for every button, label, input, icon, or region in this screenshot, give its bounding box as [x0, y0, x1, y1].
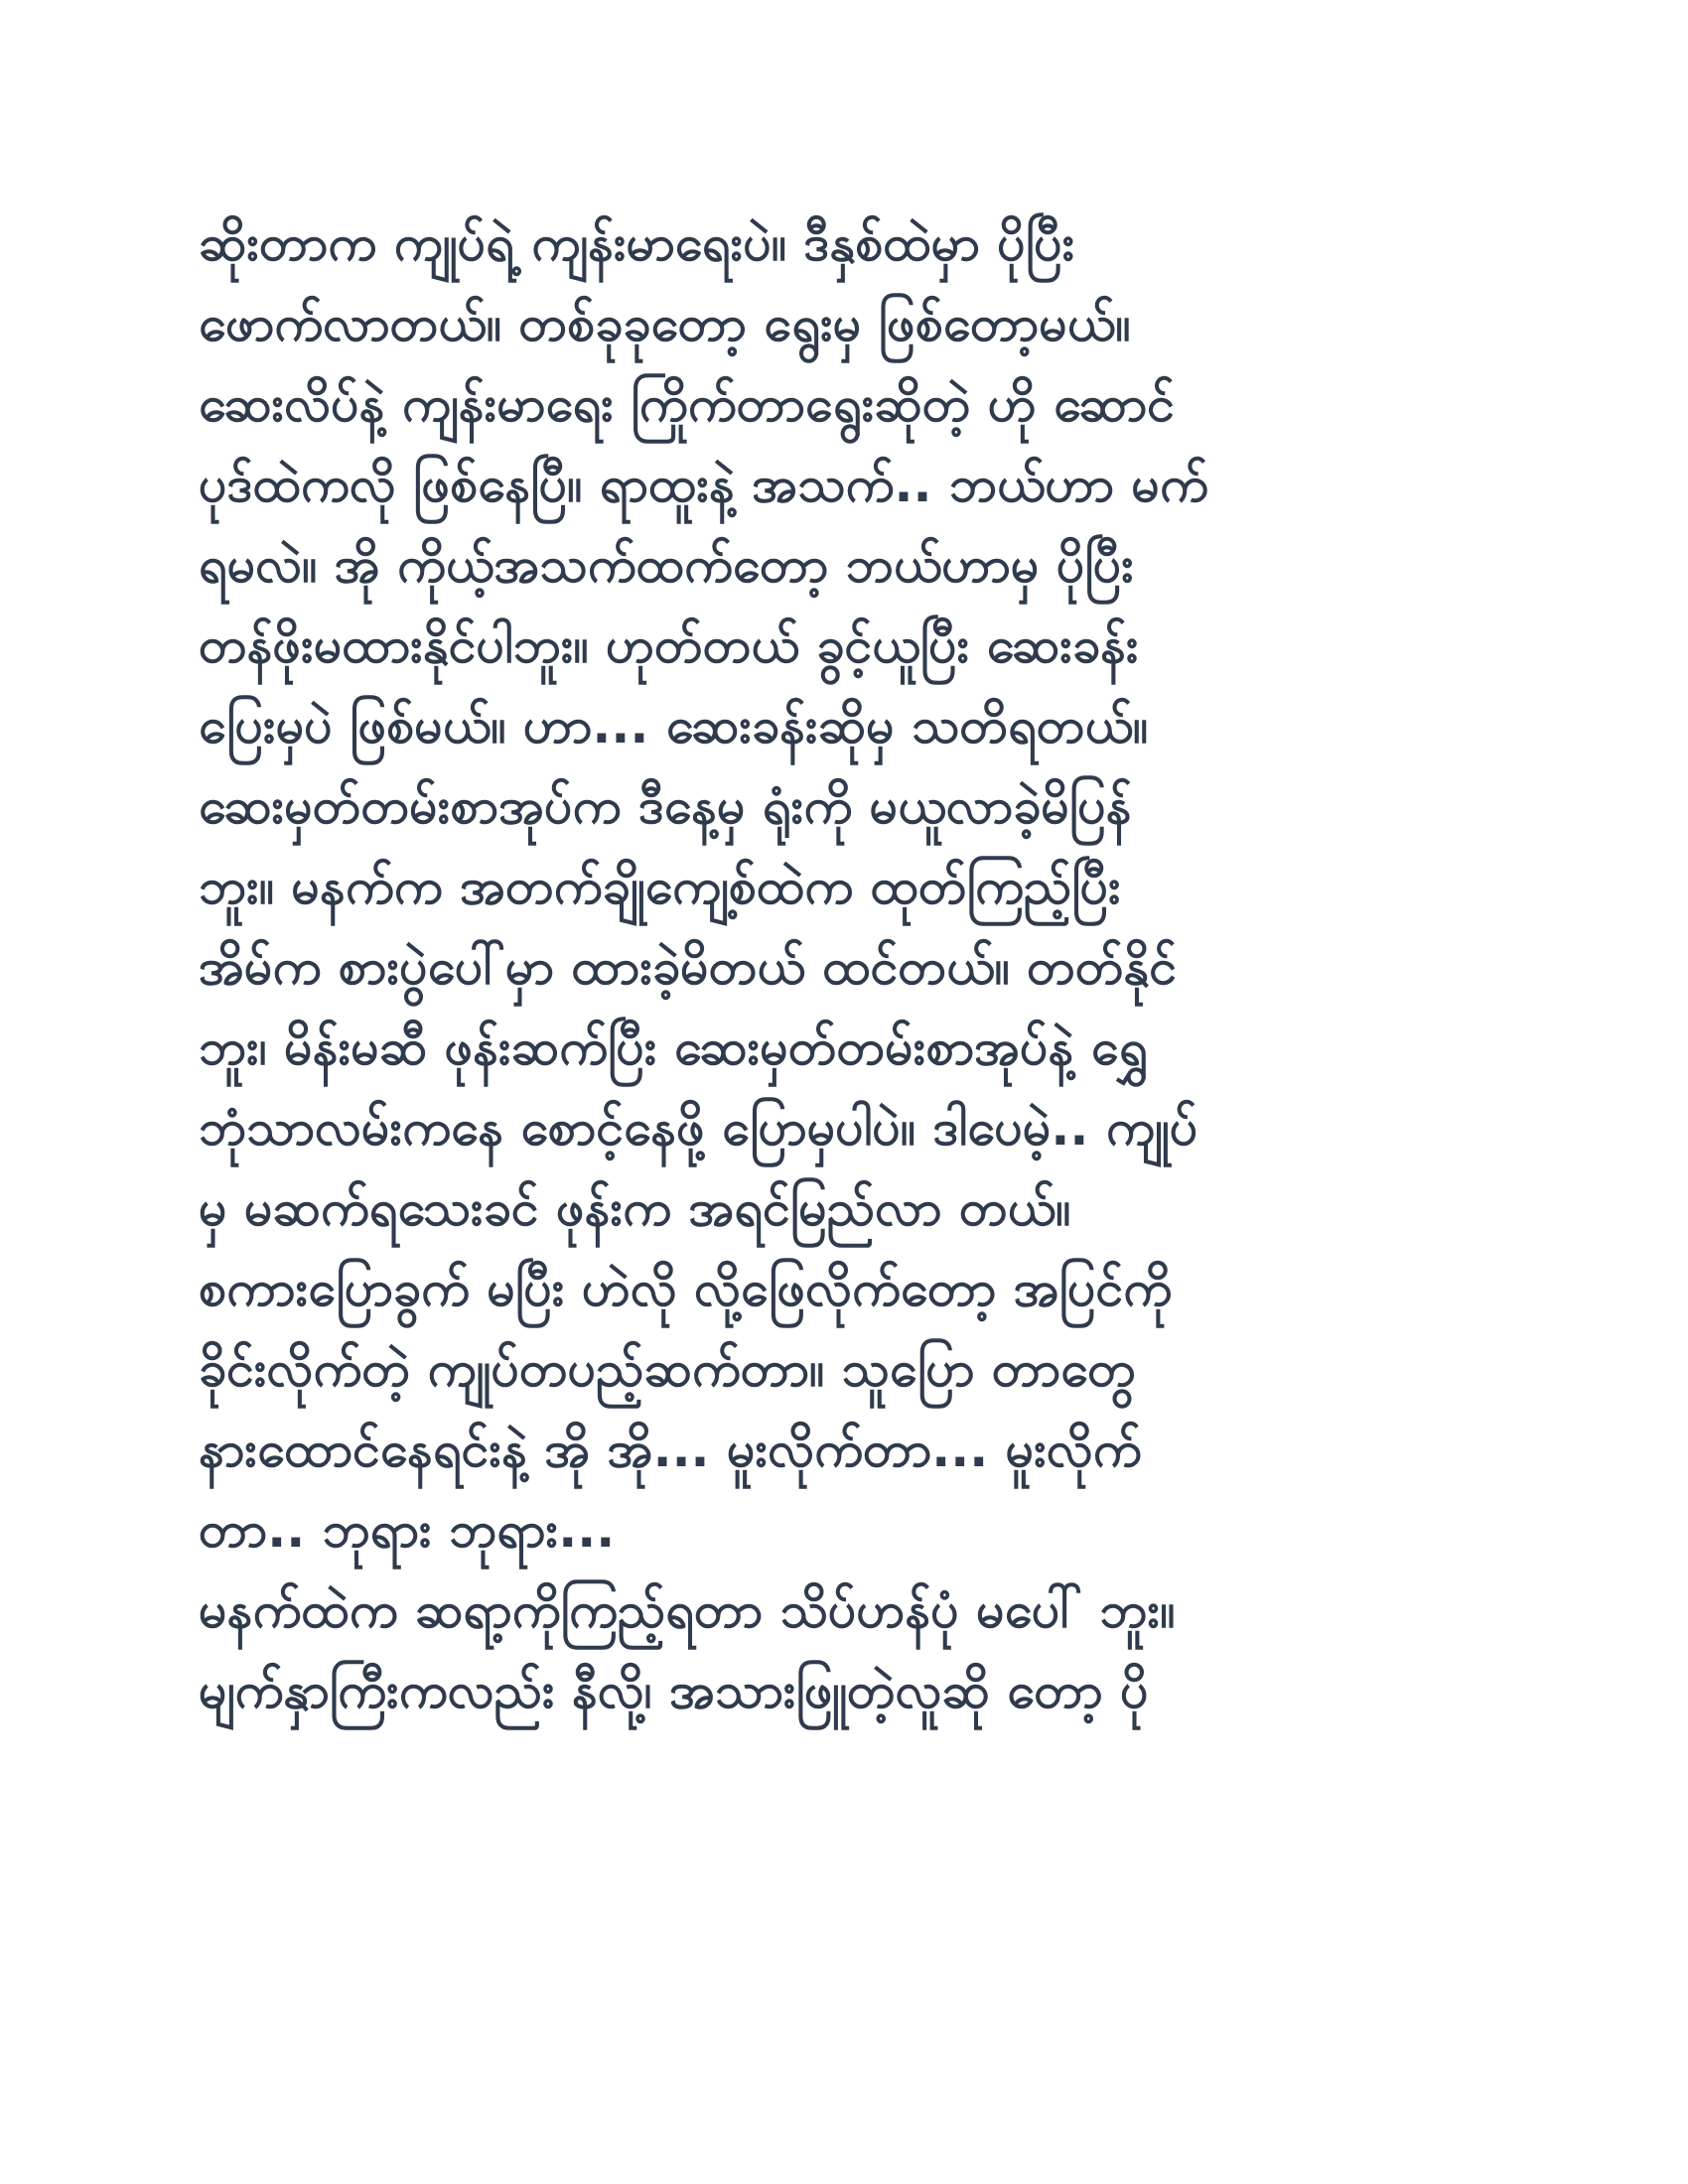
text-line: ဆိုးတာက ကျုပ်ရဲ့ ကျန်းမာရေးပဲ။ ဒီနှစ်ထဲမှာ ပိုပြီး — [199, 214, 1075, 272]
text-line: ပြေးမှပဲ ဖြစ်မယ်။ ဟာ... ဆေးခန်းဆိုမှ သတိရတယ်။ — [199, 697, 1149, 754]
text-line: ဆေးလိပ်နဲ့ ကျန်းမာရေး ကြိုက်တာရွေးဆိုတဲ့ ဟို ဆောင် — [199, 375, 1176, 433]
text-line: မှ မဆက်ရသေးခင် ဖုန်းက အရင်မြည်လာ တယ်။ — [199, 1179, 1071, 1237]
text-line: ဘူး၊ မိန်းမဆီ ဖုန်းဆက်ပြီး ဆေးမှတ်တမ်းစာအုပ်နဲ့ ရွှေ — [199, 1019, 1148, 1076]
text-line: ဘုံသာလမ်းကနေ စောင့်နေဖို့ ပြောမှပါပဲ။ ဒါပေမဲ့.. ကျုပ် — [199, 1099, 1198, 1157]
text-line: စကားပြောခွက် မပြီး ဟဲလို လို့ဖြေလိုက်တော့ အပြင်ကို — [199, 1260, 1173, 1317]
text-line: တာ.. ဘုရား ဘုရား... — [199, 1501, 616, 1559]
body-text — [199, 204, 1509, 1731]
text-line: မျက်နှာကြီးကလည်း နီလို့၊ အသားဖြူတဲ့လူဆို တော့ ပို — [199, 1662, 1149, 1719]
text-line: မနက်ထဲက ဆရာ့ကိုကြည့်ရတာ သိပ်ဟန်ပုံ မပေါ် ဘူး။ — [199, 1581, 1176, 1639]
text-line: နားထောင်နေရင်းနဲ့ အို အို... မူးလိုက်တာ... မူးလိုက် — [199, 1421, 1142, 1478]
text-line: အိမ်က စားပွဲပေါ်မှာ ထားခဲ့မိတယ် ထင်တယ်။ တတ်နိုင် — [199, 938, 1178, 996]
text-line: ဆေးမှတ်တမ်းစာအုပ်က ဒီနေ့မှ ရုံးကို မယူလာခဲ့မိပြန် — [199, 777, 1132, 835]
text-line: ရမလဲ။ အို ကိုယ့်အသက်ထက်တော့ ဘယ်ဟာမှ ပိုပြီး — [199, 536, 1134, 594]
text-line: တန်ဖိုးမထားနိုင်ပါဘူး။ ဟုတ်တယ် ခွင့်ယူပြီး ဆေးခန်း — [199, 616, 1139, 674]
text-line: ပုဒ်ထဲကလို ဖြစ်နေပြီ။ ရာထူးနဲ့ အသက်.. ဘယ်ဟာ မက် — [199, 456, 1208, 513]
text-line: ဖောက်လာတယ်။ တစ်ခုခုတော့ ရွေးမှ ဖြစ်တော့မယ်။ — [199, 295, 1131, 352]
text-line: ဘူး။ မနက်က အတက်ချိုကျေ့စ်ထဲက ထုတ်ကြည့်ပြီး — [199, 858, 1121, 915]
text-line: ခိုင်းလိုက်တဲ့ ကျုပ်တပည့်ဆက်တာ။ သူပြော တာတွေ — [199, 1340, 1136, 1398]
